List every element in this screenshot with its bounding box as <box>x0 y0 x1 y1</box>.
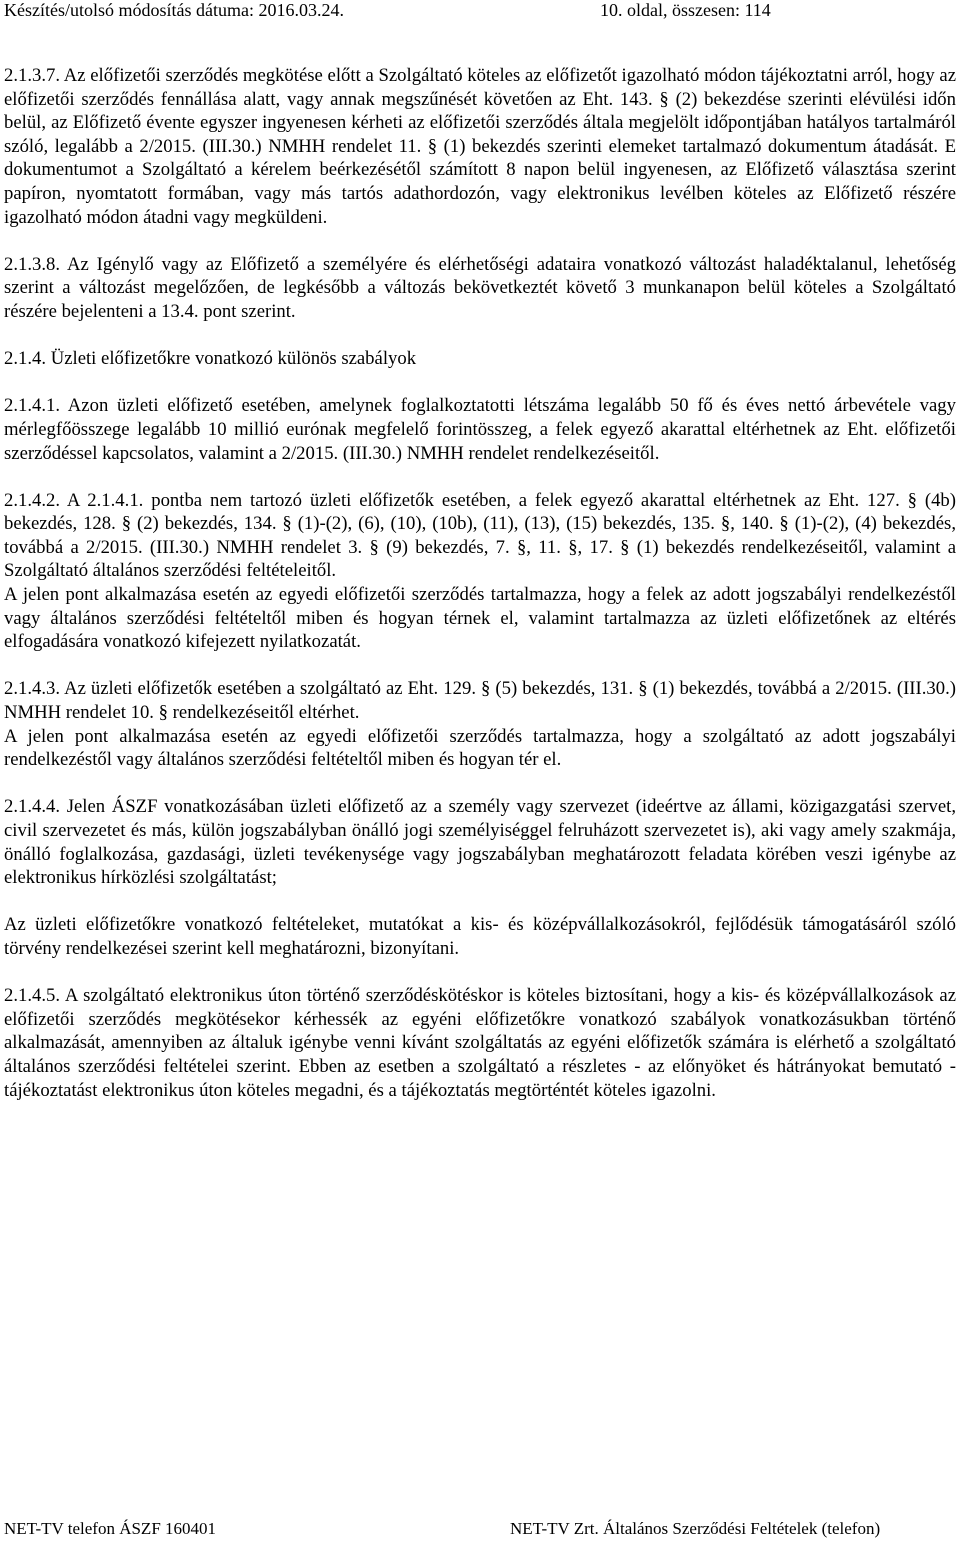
paragraph-2-1-4-2: 2.1.4.2. A 2.1.4.1. pontba nem tartozó üzleti előfizetők esetében, a felek egyező akarattal eltérhetnek az Eht. 127. § (4b) bekezdés, 128. § (2) bekezdés, 134. § (1)-(2), (6), (10), (10b), (11), (13), (15) bekezdés, 135. §, 140. § (1)-(2), (4) bekezdés, továbbá a 2/2015. (III.30.) NMHH rendelet 3. § (9) bekezdés, 7. §, 11. §, 17. § (1) bekezdés rendelkezéseitől, valamint a Szolgáltató általános szerződési feltételeitől. <box>4 489 956 582</box>
paragraph-2-1-4-3-note: A jelen pont alkalmazása esetén az egyedi előfizetői szerződés tartalmazza, hogy a szolgáltató az adott jogszabályi rendelkezéstől vagy általános szerződési feltételtől miben és hogyan tér el. <box>4 725 956 771</box>
paragraph-2-1-4-3: 2.1.4.3. Az üzleti előfizetők esetében a szolgáltató az Eht. 129. § (5) bekezdés, 131. § (1) bekezdés, továbbá a 2/2015. (III.30.) NMHH rendelet 10. § rendelkezéseitől eltérhet. <box>4 678 956 724</box>
paragraph-2-1-4-5: 2.1.4.5. A szolgáltató elektronikus úton történő szerződéskötéskor is köteles biztosítani, hogy a kis- és középvállalkozások az előfizetői szerződés megkötésekor kérhessék az egyéni előfizetőkre vonatkozó szabályok vonatkozásukban történő alkalmazását, amennyiben az általuk igénybe venni kívánt szolgáltatás az egyéni előfizetők számára is elérhető a szolgáltató általános szerződési feltételei szerint. Ebben az esetben a szolgáltató a részletes - az előnyöket és hátrányokat bemutató - tájékoztatást elektronikus úton köteles megadni, és a tájékoztatás megtörténtét köteles igazolni. <box>4 985 956 1101</box>
page-footer <box>4 1519 960 1543</box>
paragraph-2-1-4-2-note: A jelen pont alkalmazása esetén az egyedi előfizetői szerződés tartalmazza, hogy a felek az adott jogszabályi rendelkezéstől vagy általános szerződési feltételtől miben és hogyan térnek el, valamint tartalmazza az üzleti előfizetőnek az eltérés elfogadására vonatkozó kifejezett nyilatkozatát. <box>4 584 956 653</box>
paragraph-business-conditions: Az üzleti előfizetőkre vonatkozó feltételeket, mutatókat a kis- és középvállalkozásokról, fejlődésük támogatásáról szóló törvény rendelkezései szerint kell meghatározni, bizonyítani. <box>4 914 956 959</box>
section-heading-2-1-4: 2.1.4. Üzleti előfizetőkre vonatkozó különös szabályok <box>4 348 417 370</box>
header-date: Készítés/utolsó módosítás dátuma: 2016.03.24. <box>4 0 344 20</box>
paragraph-2-1-3-8: 2.1.3.8. Az Igénylő vagy az Előfizető a személyére és elérhetőségi adataira vonatkozó változást haladéktalanul, lehetőség szerint a változást megelőzően, de legkésőbb a változás bekövetkeztét követő 3 munkanapon belül köteles a Szolgáltató részére bejelenteni a 13.4. pont szerint. <box>4 253 956 322</box>
document-body <box>4 64 956 1102</box>
paragraph-2-1-3-7: 2.1.3.7. Az előfizetői szerződés megkötése előtt a Szolgáltató köteles az előfizetőt igazolható módon tájékoztatni arról, hogy az előfizetői szerződés fennállása alatt, vagy annak megszűnését követően az Eht. 143. § (2) bekezdése szerinti elévülési időn belül, az Előfizető évente egyszer ingyenesen kérheti az előfizetői szerződés általa megjelölt időpontjában hatályos tartalmáról szóló, legalább a 2/2015. (III.30.) NMHH rendelet 11. § (1) bekezdés szerinti elemeket tartalmazó dokumentum átadását. E dokumentumot a Szolgáltató a kérelem beérkezésétől számított 8 napon belül ingyenesen, az Előfizető választása szerint papíron, nyomtatott formában, vagy más tartós adathordozón, vagy elektronikus levélben köteles az Előfizető részére igazolható módon átadni vagy megküldeni. <box>4 65 956 228</box>
page-header <box>4 0 960 26</box>
header-page-number: 10. oldal, összesen: 114 <box>600 0 771 20</box>
footer-document-title: NET-TV Zrt. Általános Szerződési Feltételek (telefon) <box>510 1519 881 1538</box>
paragraph-2-1-4-4: 2.1.4.4. Jelen ÁSZF vonatkozásában üzleti előfizető az a személy vagy szervezet (ideértve az állami, közigazgatási szervet, civil szervezetet és más, külön jogszabályban önálló jogi személyiséggel felruházott szervezetet is), aki vagy amely szakmája, önálló foglalkozása, gazdasági, üzleti tevékenysége vagy jogszabályban meghatározott feladata körében veszi igénybe az elektronikus hírközlési szolgáltatást; <box>4 796 956 889</box>
footer-document-id: NET-TV telefon ÁSZF 160401 <box>4 1519 217 1538</box>
paragraph-2-1-4-1: 2.1.4.1. Azon üzleti előfizető esetében, amelynek foglalkoztatotti létszáma legalább 50 fő és éves nettó árbevétele vagy mérlegfőösszege legalább 10 millió eurónak megfelelő forintösszeg, a felek egyező akarattal eltérhetnek az Eht. előfizetői szerződéssel kapcsolatos, valamint a 2/2015. (III.30.) NMHH rendelet rendelkezéseitől. <box>4 395 956 464</box>
